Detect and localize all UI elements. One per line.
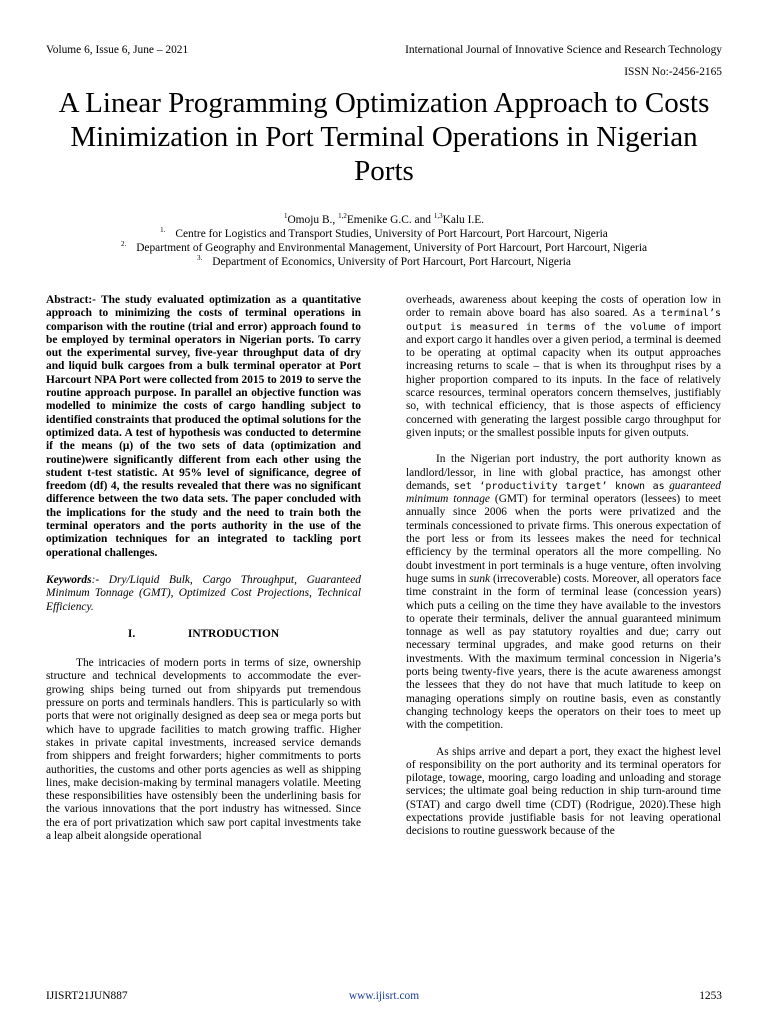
paper-title: A Linear Programming Optimization Approach to Costs Minimization in Port Terminal Operations in Nigerian Ports	[58, 87, 710, 187]
author-name: Emenike G.C. and	[346, 214, 434, 226]
header-journal: International Journal of Innovative Science and Research Technology	[405, 44, 722, 56]
footer-url-link[interactable]: www.ijisrt.com	[348, 990, 420, 1002]
body-paragraph: overheads, awareness about keeping the costs of operation low in order to remain above board has also soared. As a terminal’s output is measured in terms of the volume of import and export cargo it handles over a given period, a terminal is deemed to be operating at optimal capacity when its output approaches increasing returns to scale – that is when its throughput rises by a higher proportion compared to its inputs. In the face of relatively scarce resources, terminal operators concern themselves, justifiably so, with technical efficiency, that is those aspects of efficiency concerned with generating the largest possible cargo throughput for given inputs; or the smallest possible inputs for given outputs.	[406, 294, 721, 439]
author-sup: 1	[283, 212, 288, 221]
body-paragraph: As ships arrive and depart a port, they exact the highest level of responsibility on the port authority and its terminal operators for pilotage, towage, mooring, cargo loading and unloading and storage services; the ultimate goal being reduction in ship turn-around time (STAT) and cargo dwell time (CDT) (Rodrigue, 2020).These high expectations provide justifiable basis for not leaving operational decisions to routine guesswork because of the	[406, 745, 721, 838]
section-heading: I. INTRODUCTION	[127, 627, 280, 640]
page-number: 1253	[699, 990, 722, 1002]
footer-code: IJISRT21JUN887	[46, 990, 128, 1002]
affiliation: $^{2.}$ Department of Geography and Environmental Management, University of Port Harcourt, Port Harcourt, Nigeria	[120, 240, 648, 254]
author-name: Omoju B.,	[287, 214, 339, 226]
keywords: Keywords:- Dry/Liquid Bulk, Cargo Throughput, Guaranteed Minimum Tonnage (GMT), Optimized Cost Projections, Technical Efficiency.	[46, 573, 361, 613]
body-paragraph: In the Nigerian port industry, the port authority known as landlord/lessor, in line with global practice, has amongst other demands, set ‘productivity target’ known as guaranteed minimum tonnage (GMT) for terminal operators (lessees) to meet annually since 2006 when the ports were privatized and the terminals concessioned to private firms. This onerous expectation of the port less or from its lessees makes the need for technical efficiency by the terminal operators all the more compelling. No doubt investment in port terminals is a huge venture, often involving huge sums in sunk (irrecoverable) costs. Moreover, all operators face time constraint in the form of terminal lease (concession years) which puts a ceiling on the time they have available to the investors to operate their terminals, deliver the annual guaranteed minimum tonnage as well as pay statutory royalties and due; carry out necessary terminal upgrades, and make good returns on their investments. With the maximum terminal concession in Nigeria’s ports being twenty-five years, there is the acute awareness amongst the lessees that they do not have that much latitude to keep on managing operations simply on routine basis, even as constantly changing technology keeps the operators on their toes to meet up with the competition.	[406, 453, 722, 732]
authors-line	[40, 213, 728, 227]
affiliation: $^{3.}$ Department of Economics, University of Port Harcourt, Port Harcourt, Nigeria	[197, 254, 571, 268]
header-issn: ISSN No:-2456-2165	[624, 66, 722, 78]
authors-block	[40, 213, 728, 269]
intro-paragraph: The intricacies of modern ports in terms of size, ownership structure and technical developments to accommodate the ever-growing ships being turned out from shipyards put tremendous pressure on ports and terminals handlers. This is particularly so with ports that were not originally designed as deep sea or mega ports but which have to upgrade facilities to match growing traffic. Higher stakes in private capital investments, increased service demands from shippers and freight forwarders; higher commitments to ports authorities, the customs and other ports agencies as well as shipping lines, make decision-making by terminal managers volatile. Meeting these responsibilities have ostensibly been the underlining basis for the various innovations that the port industry has witnessed. Since the era of port privatization which saw port capital investments take a leap albeit alongside operational	[46, 657, 361, 842]
abstract: Abstract:- The study evaluated optimization as a quantitative approach to minimizing the costs of terminal operations in comparison with the routine (trial and error) approach found to be employed by terminal operators in Nigerian ports. To carry out the experimental survey, five-year throughput data of dry and liquid bulk cargoes from a bulk terminal operator at Port Harcourt NPA Port were collected from 2015 to 2019 to serve the routine approach purpose. In parallel an objective function was modelled to minimize the costs of cargo handling subject to identified constraints that produced the optimal solutions for the optimized data. A test of hypothesis was conducted to determine if the means (μ) of the two sets of data (optimization and routine)were significantly different from each other using the student t-test statistic. At 95% level of significance, degree of freedom (df) 4, the results revealed that there was no significant difference between the two data sets. The paper concluded with the implications for the study and the need to train both the terminal operators and the ports authority in the use of the optimization techniques for an integrated to tackling port operational challenges.	[46, 294, 361, 559]
author-name: Kalu I.E.	[442, 214, 485, 226]
right-column	[406, 294, 721, 839]
author-sup: 1,3	[433, 212, 443, 221]
author-sup: 1,2	[338, 212, 347, 221]
affiliation: $^{1.}$ Centre for Logistics and Transport Studies, University of Port Harcourt, Port Harcourt, Nigeria	[160, 226, 608, 240]
left-column	[46, 294, 361, 843]
header-volume: Volume 6, Issue 6, June – 2021	[46, 44, 189, 56]
